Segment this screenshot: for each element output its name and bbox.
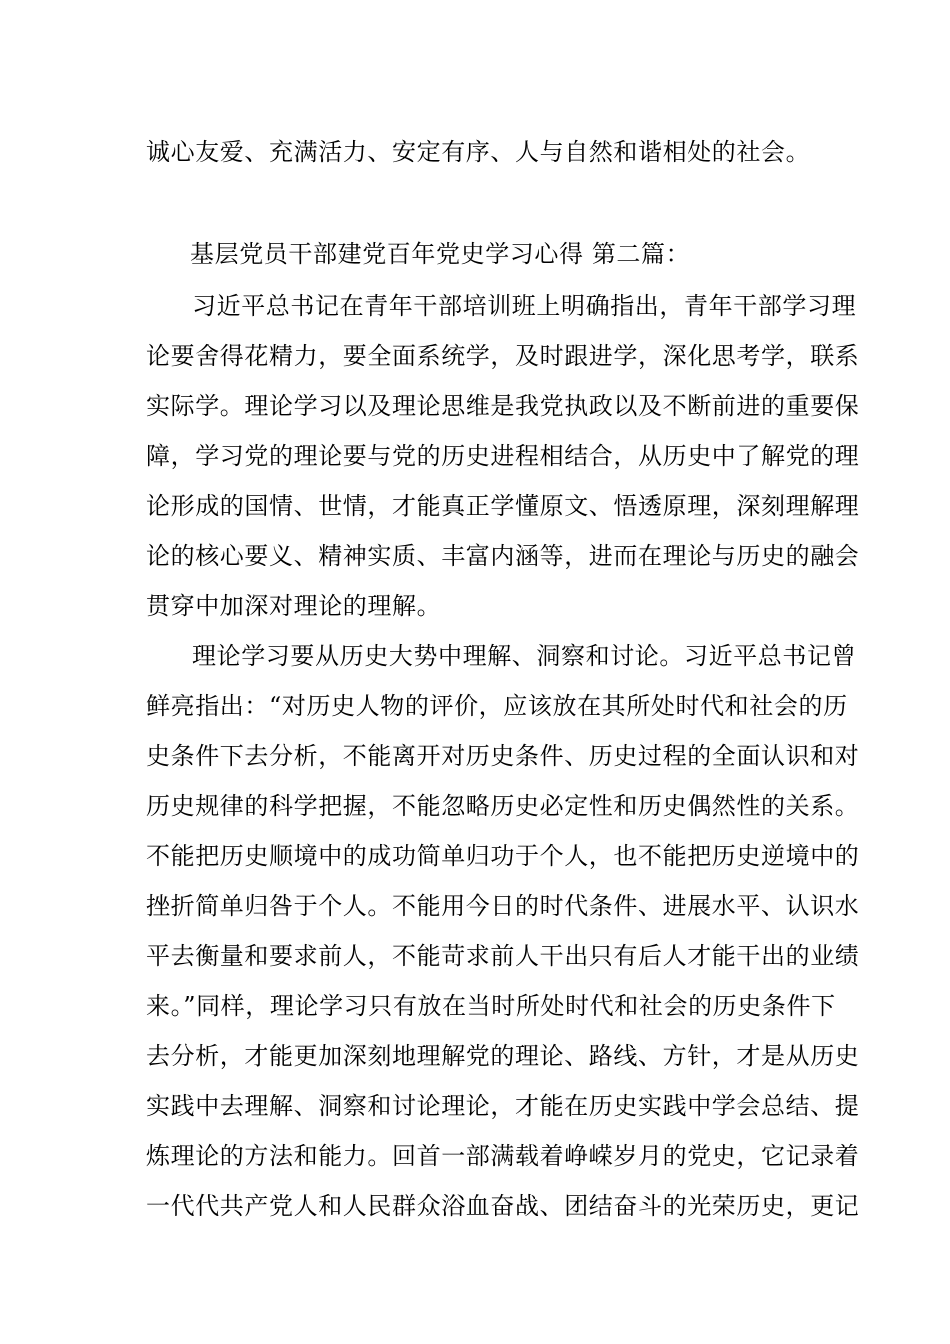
paragraph-line: 理论学习要从历史大势中理解、洞察和讨论。习近平总书记曾: [192, 642, 857, 670]
paragraph-line: 史条件下去分析，不能离开对历史条件、历史过程的全面认识和对: [146, 742, 860, 770]
section-heading: 基层党员干部建党百年党史学习心得 第二篇：: [190, 240, 691, 268]
paragraph-line: 平去衡量和要求前人，不能苛求前人干出只有后人才能干出的业绩: [146, 942, 860, 970]
paragraph-line: 实际学。理论学习以及理论思维是我党执政以及不断前进的重要保: [146, 392, 860, 420]
paragraph-line: 挫折简单归咎于个人。不能用今日的时代条件、进展水平、认识水: [146, 892, 860, 920]
previous-section-tail: 诚心友爱、充满活力、安定有序、人与自然和谐相处的社会。: [146, 138, 811, 166]
paragraph-line: 鲜亮指出：“对历史人物的评价，应该放在其所处时代和社会的历: [146, 692, 848, 720]
paragraph-line: 历史规律的科学把握，不能忽略历史必定性和历史偶然性的关系。: [146, 792, 860, 820]
paragraph-line: 一代代共产党人和人民群众浴血奋战、团结奋斗的光荣历史，更记: [146, 1192, 860, 1220]
paragraph-line: 贯穿中加深对理论的理解。: [146, 592, 442, 620]
paragraph-line: 实践中去理解、洞察和讨论理论，才能在历史实践中学会总结、提: [146, 1092, 860, 1120]
paragraph-line: 论的核心要义、精神实质、丰富内涵等，进而在理论与历史的融会: [146, 542, 860, 570]
paragraph-line: 炼理论的方法和能力。回首一部满载着峥嵘岁月的党史，它记录着: [146, 1142, 860, 1170]
paragraph-line: 来。”同样，理论学习只有放在当时所处时代和社会的历史条件下: [146, 992, 836, 1020]
paragraph-line: 论要舍得花精力，要全面系统学，及时跟进学，深化思考学，联系: [146, 342, 860, 370]
paragraph-line: 不能把历史顺境中的成功简单归功于个人，也不能把历史逆境中的: [146, 842, 860, 870]
paragraph-line: 习近平总书记在青年干部培训班上明确指出，青年干部学习理: [192, 292, 857, 320]
paragraph-line: 障，学习党的理论要与党的历史进程相结合，从历史中了解党的理: [146, 442, 860, 470]
paragraph-line: 论形成的国情、世情，才能真正学懂原文、悟透原理，深刻理解理: [146, 492, 860, 520]
paragraph-line: 去分析，才能更加深刻地理解党的理论、路线、方针，才是从历史: [146, 1042, 860, 1070]
